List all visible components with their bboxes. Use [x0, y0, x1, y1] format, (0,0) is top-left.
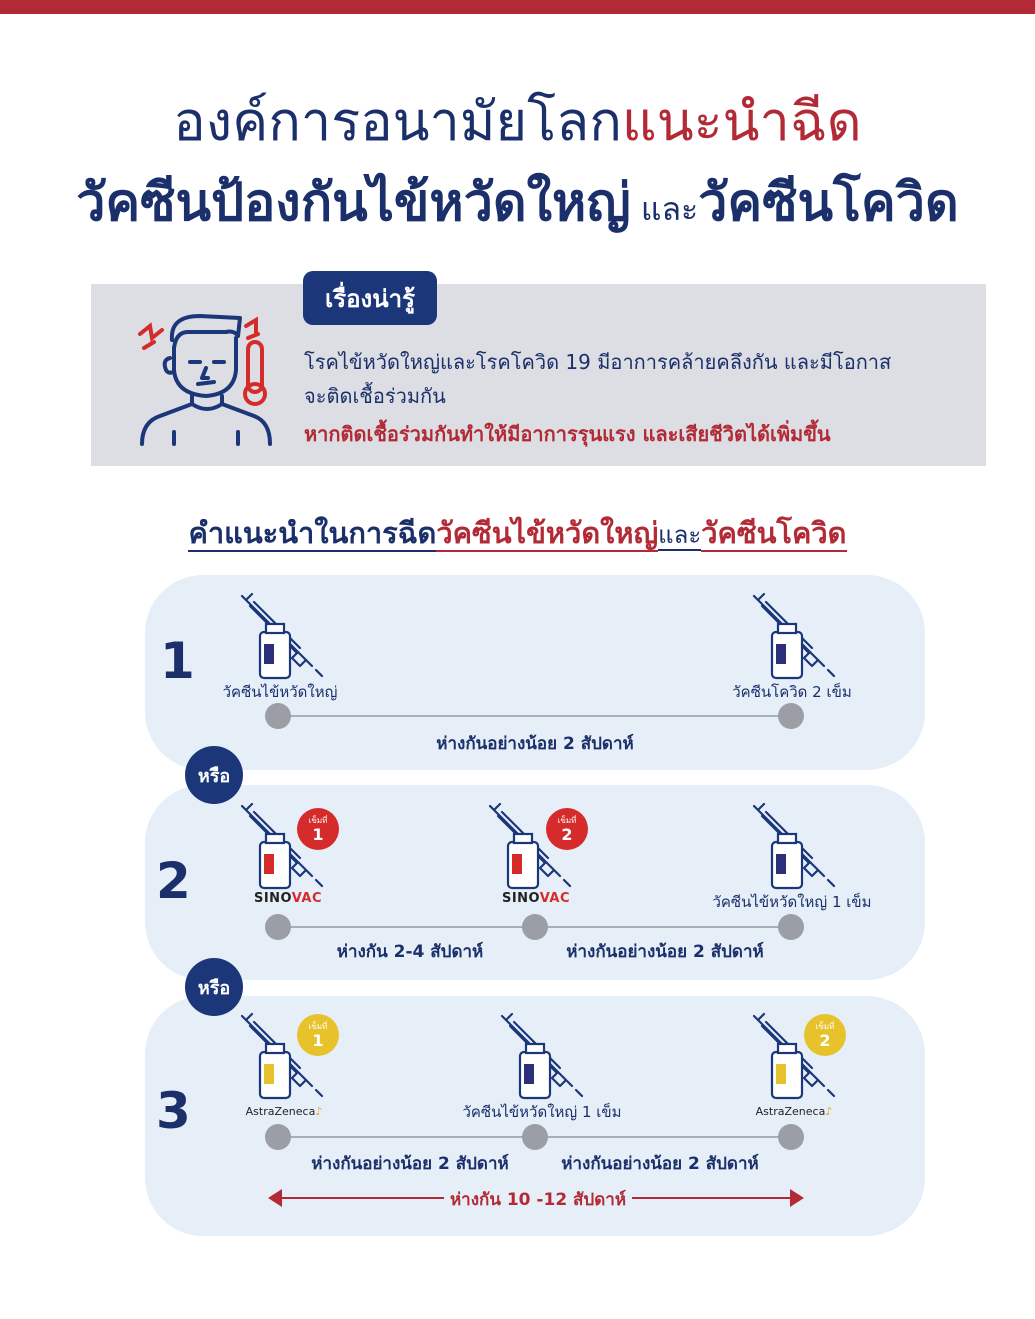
title-covid-vaccine: วัคซีนโควิด	[698, 173, 959, 233]
option2-interval-2: ห่างกันอย่างน้อย 2 สัปดาห์	[566, 942, 764, 962]
option1-label-covid: วัคซีนโควิด 2 เข็ม	[732, 683, 852, 701]
astrazeneca-logo	[756, 1105, 833, 1118]
option3-interval-2: ห่างกันอย่างน้อย 2 สัปดาห์	[561, 1154, 759, 1174]
page-title-line1	[0, 78, 1035, 164]
flu-vaccine-vial-icon	[748, 802, 838, 892]
info-warning-text: หากติดเชื้อร่วมกันทำให้มีอาการรุนแรง และเสียชีวิตได้เพิ่มขึ้น	[304, 422, 831, 446]
title-org: องค์การอนามัยโลก	[173, 90, 622, 153]
sinovac-logo-a: SINO	[253, 891, 292, 906]
astrazeneca-mark-icon: ♪	[315, 1105, 323, 1118]
dose-badge-2	[546, 808, 588, 850]
option-number-1: 1	[160, 632, 195, 690]
covid-vaccine-vial-icon	[748, 592, 838, 682]
option2-label-flu: วัคซีนไข้หวัดใหญ่ 1 เข็ม	[712, 893, 872, 911]
heading-part1: คำแนะนำในการฉีด	[188, 516, 437, 550]
arrow-left-icon	[268, 1189, 282, 1207]
flu-vaccine-vial-icon	[496, 1012, 586, 1102]
option-number-3: 3	[156, 1082, 191, 1140]
info-badge: เรื่องน่ารู้	[303, 271, 437, 325]
sinovac-logo	[502, 891, 570, 906]
option2-interval-1: ห่างกัน 2-4 สัปดาห์	[336, 942, 484, 962]
dose-badge-number: 1	[312, 825, 324, 844]
flu-vaccine-vial-icon	[236, 592, 326, 682]
top-accent-bar	[0, 0, 1035, 14]
astrazeneca-mark-icon: ♪	[825, 1105, 833, 1118]
timeline-dot	[522, 914, 548, 940]
option3-interval-1: ห่างกันอย่างน้อย 2 สัปดาห์	[311, 1154, 509, 1174]
option1-label-flu: วัคซีนไข้หวัดใหญ่	[222, 683, 338, 701]
heading-covid: วัคซีนโควิด	[701, 516, 847, 550]
dose-badge-label: เข็มที่	[308, 816, 328, 825]
dose-badge-label: เข็มที่	[557, 816, 577, 825]
info-text-line2: จะติดเชื้อร่วมกัน	[304, 384, 446, 408]
astrazeneca-logo-text: AstraZeneca	[245, 1105, 316, 1118]
arrow-right-icon	[790, 1189, 804, 1207]
dose-badge-number: 2	[819, 1031, 831, 1050]
option3-total-span: ห่างกัน 10 -12 สัปดาห์	[444, 1186, 632, 1213]
or-badge-2: หรือ	[185, 958, 243, 1016]
heading-and: และ	[658, 521, 702, 549]
timeline-dot	[522, 1124, 548, 1150]
timeline-dot	[778, 914, 804, 940]
or-badge-1: หรือ	[185, 746, 243, 804]
dose-badge-number: 2	[561, 825, 573, 844]
dose-badge-1	[297, 808, 339, 850]
dose-badge-1	[297, 1014, 339, 1056]
page-title-line2	[0, 160, 1035, 243]
dose-badge-label: เข็มที่	[815, 1022, 835, 1031]
sinovac-logo-a: SINO	[501, 891, 540, 906]
info-text-line1: โรคไข้หวัดใหญ่และโรคโควิด 19 มีอาการคล้ายคลึงกัน และมีโอกาส	[304, 350, 892, 374]
option1-interval: ห่างกันอย่างน้อย 2 สัปดาห์	[436, 734, 634, 754]
timeline-dot	[265, 703, 291, 729]
astrazeneca-logo-text: AstraZeneca	[755, 1105, 826, 1118]
heading-flu: วัคซีนไข้หวัดใหญ่	[436, 516, 659, 550]
timeline-dot	[265, 914, 291, 940]
title-recommend: แนะนำฉีด	[621, 90, 862, 153]
sinovac-logo	[254, 891, 322, 906]
option-number-2: 2	[156, 852, 191, 910]
timeline-dot	[265, 1124, 291, 1150]
dose-badge-label: เข็มที่	[308, 1022, 328, 1031]
dose-badge-2	[804, 1014, 846, 1056]
dose-badge-number: 1	[312, 1031, 324, 1050]
timeline-dot	[778, 1124, 804, 1150]
astrazeneca-logo	[246, 1105, 323, 1118]
sinovac-logo-b: VAC	[539, 891, 571, 906]
recommendation-heading	[0, 510, 1035, 556]
timeline-1	[278, 715, 792, 717]
sinovac-logo-b: VAC	[291, 891, 323, 906]
timeline-dot	[778, 703, 804, 729]
sick-person-icon	[130, 308, 280, 448]
option3-label-flu: วัคซีนไข้หวัดใหญ่ 1 เข็ม	[462, 1103, 622, 1121]
title-flu-vaccine: วัคซีนป้องกันไข้หวัดใหญ่	[76, 173, 631, 233]
title-and: และ	[630, 190, 699, 228]
